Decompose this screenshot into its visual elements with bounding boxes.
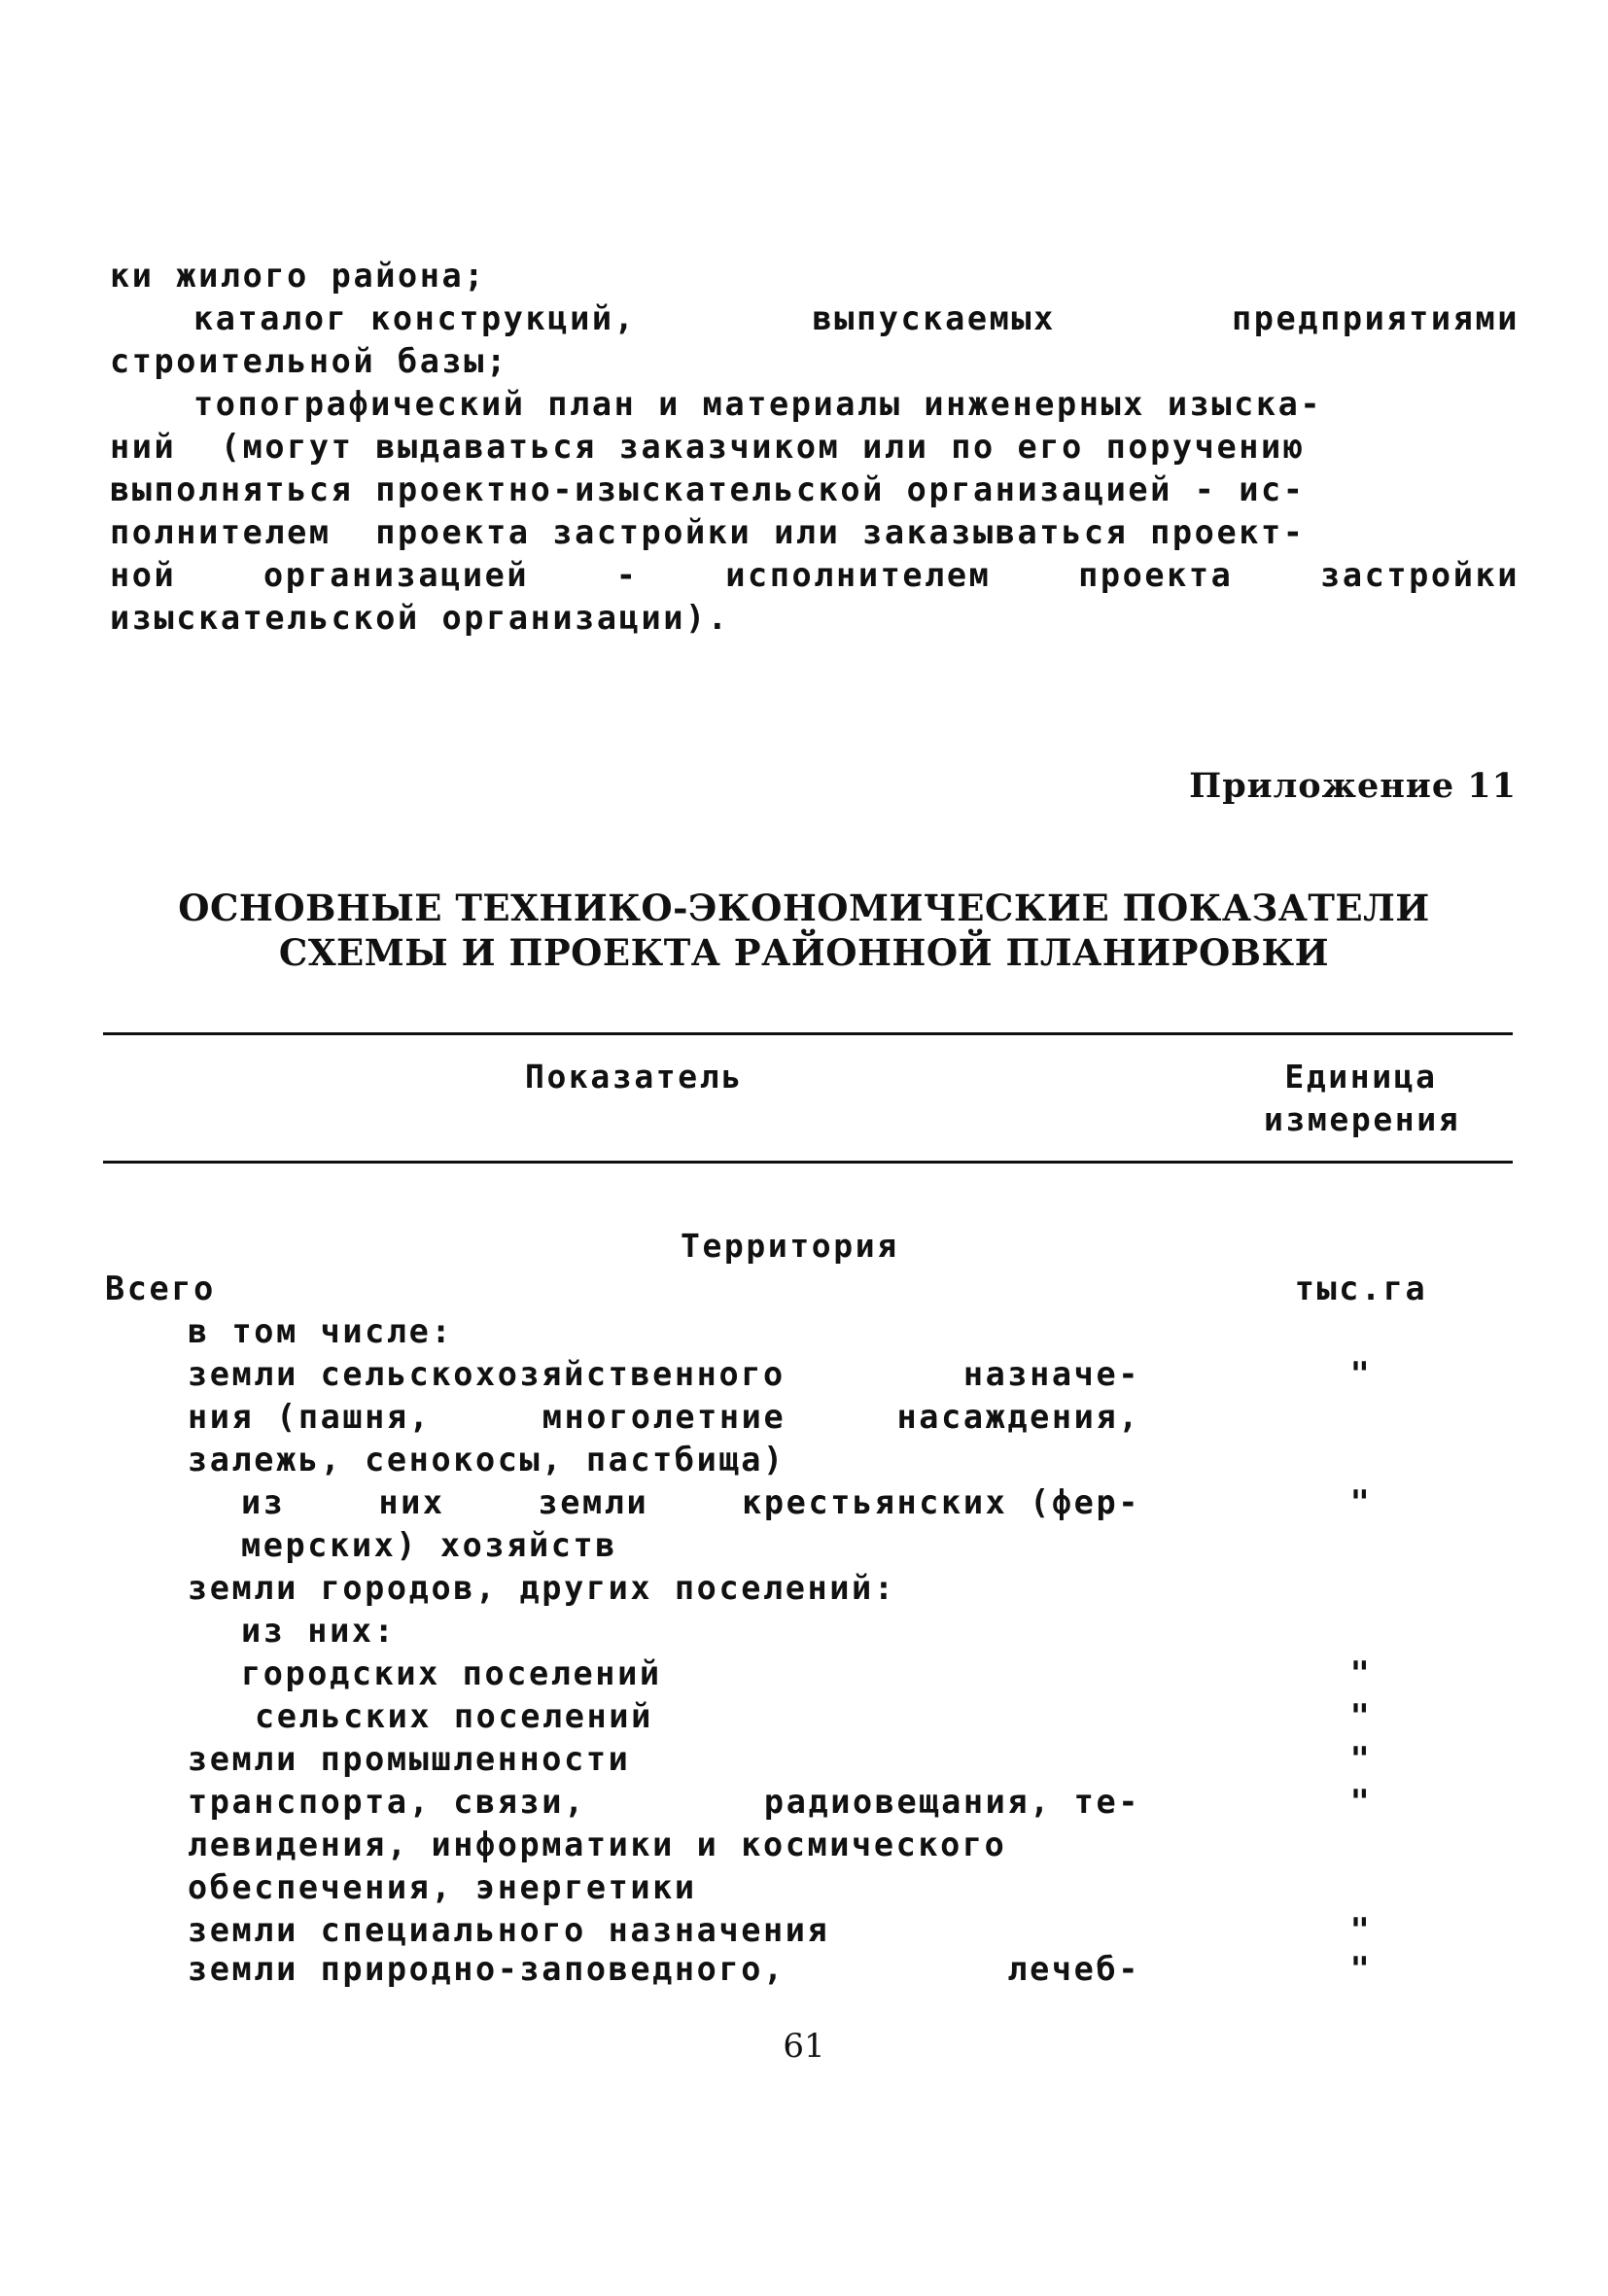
- intro-line-justified: [110, 554, 1520, 597]
- row-unit: ": [1349, 1654, 1373, 1692]
- row-word: транспорта, связи,: [188, 1783, 586, 1821]
- page-title-line1: ОСНОВНЫЕ ТЕХНИКО-ЭКОНОМИЧЕСКИЕ ПОКАЗАТЕЛИ: [178, 887, 1430, 929]
- table-row: [0, 1353, 1608, 1396]
- row-text: городских поселений: [241, 1654, 662, 1692]
- intro-paragraph: [110, 255, 1520, 640]
- row-unit: ": [1349, 1355, 1373, 1393]
- intro-word: исполнителем: [725, 556, 992, 594]
- table-row: [0, 1909, 1608, 1952]
- row-text: [241, 1481, 1140, 1524]
- intro-line: [110, 426, 1520, 469]
- row-unit: ": [1349, 1483, 1373, 1521]
- page-number: 61: [783, 2027, 825, 2066]
- row-unit: ": [1349, 1740, 1373, 1778]
- row-text: левидения, информатики и космического: [188, 1826, 1007, 1863]
- table-row: [0, 1567, 1608, 1610]
- appendix-label: Приложение 11: [1189, 766, 1517, 806]
- intro-line: выполняться проектно-изыскательской организацией - ис-: [110, 470, 1306, 508]
- row-word: назначе-: [962, 1355, 1140, 1393]
- row-text: земли промышленности: [188, 1740, 631, 1778]
- row-text: сельских поселений: [255, 1697, 653, 1735]
- intro-line-catalog: [110, 297, 1520, 340]
- header-indicator: Показатель: [525, 1058, 744, 1096]
- row-word: многолетние: [542, 1398, 787, 1436]
- row-text: земли городов, других поселений:: [188, 1569, 896, 1607]
- header-unit-line2: измерения: [1264, 1100, 1461, 1138]
- table-row: [0, 1738, 1608, 1781]
- table-top-rule: [103, 1032, 1513, 1035]
- row-unit: ": [1349, 1783, 1373, 1821]
- row-text: обеспечения, энергетики: [188, 1868, 697, 1906]
- table-row: [0, 1610, 1608, 1652]
- intro-word: ной: [110, 556, 177, 594]
- row-text: Всего: [105, 1270, 216, 1307]
- table-row: [0, 1781, 1608, 1824]
- intro-word: (могут выдаваться заказчиком или по его поручению: [220, 428, 1306, 466]
- intro-word: -: [615, 556, 639, 594]
- page-title-line2: СХЕМЫ И ПРОЕКТА РАЙОННОЙ ПЛАНИРОВКИ: [278, 931, 1330, 974]
- intro-line: строительной базы;: [110, 342, 508, 380]
- row-text: из них:: [241, 1612, 397, 1650]
- table-row: [0, 1652, 1608, 1695]
- table-row: [0, 1310, 1608, 1353]
- row-text: мерских) хозяйств: [241, 1526, 618, 1564]
- row-word: из: [241, 1483, 286, 1521]
- row-word: радиовещания, те-: [763, 1783, 1140, 1821]
- table-row: [0, 1695, 1608, 1738]
- intro-word: каталог конструкций,: [193, 299, 637, 337]
- row-text: [188, 1948, 1140, 1991]
- intro-line: топографический план и материалы инженерных изыска-: [193, 385, 1323, 423]
- row-word: ния (пашня,: [188, 1398, 432, 1436]
- row-text: земли специального назначения: [188, 1911, 830, 1949]
- table-row: [0, 1481, 1608, 1524]
- row-unit: тыс.га: [1294, 1270, 1428, 1307]
- intro-word: проекта застройки или заказываться проект-: [375, 513, 1306, 551]
- header-unit-line1: Единица: [1284, 1058, 1438, 1096]
- intro-word: организацией: [262, 556, 530, 594]
- section-heading: Территория: [681, 1227, 899, 1265]
- row-word: земли сельскохозяйственного: [188, 1355, 786, 1393]
- row-text: залежь, сенокосы, пастбища): [188, 1441, 786, 1478]
- row-unit: ": [1349, 1950, 1373, 1988]
- row-unit: ": [1349, 1911, 1373, 1949]
- table-row: [0, 1524, 1608, 1567]
- table-row: [0, 1866, 1608, 1909]
- intro-line: ки жилого района;: [110, 257, 487, 295]
- row-text: [188, 1353, 1140, 1396]
- intro-word: выпускаемых: [812, 299, 1056, 337]
- row-word: земли природно-заповедного,: [188, 1950, 786, 1988]
- row-word: насаждения,: [896, 1398, 1140, 1436]
- row-word: них: [378, 1483, 445, 1521]
- row-word: крестьянских (фер-: [742, 1483, 1140, 1521]
- intro-word: полнителем: [110, 513, 332, 551]
- row-text: в том числе:: [188, 1312, 454, 1350]
- intro-word: предприятиями: [1232, 299, 1520, 337]
- row-text: [188, 1396, 1140, 1439]
- intro-line: [110, 511, 1520, 554]
- intro-word: застройки: [1320, 556, 1520, 594]
- row-word: земли: [538, 1483, 649, 1521]
- intro-line: изыскательской организации).: [110, 599, 730, 637]
- table-header-rule: [103, 1161, 1513, 1164]
- intro-word: ний: [110, 428, 177, 466]
- table-row: [0, 1824, 1608, 1866]
- table-row: [0, 1268, 1608, 1310]
- table-row: [0, 1439, 1608, 1481]
- row-text: [188, 1781, 1140, 1824]
- table-row: [0, 1396, 1608, 1439]
- table-row: [0, 1948, 1608, 1991]
- row-unit: ": [1349, 1697, 1373, 1735]
- row-word: лечеб-: [1007, 1950, 1140, 1988]
- intro-word: проекта: [1078, 556, 1234, 594]
